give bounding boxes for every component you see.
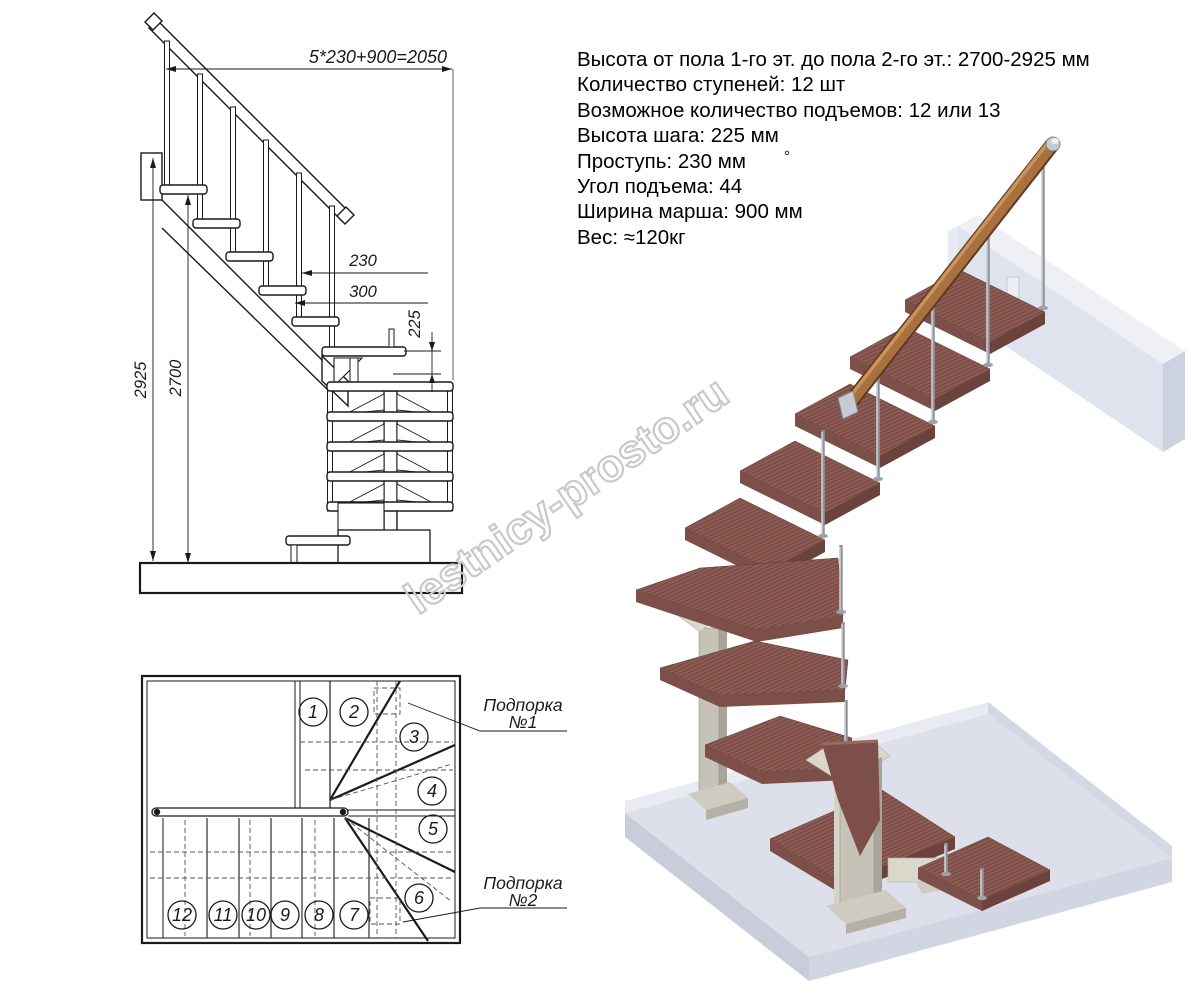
elevation-drawing xyxy=(132,13,462,593)
step-number-6: 6 xyxy=(413,888,425,908)
step-number-10: 10 xyxy=(245,905,267,925)
stringer-top xyxy=(162,200,344,382)
step-number-4: 4 xyxy=(426,781,438,801)
dim-total-run-label: 5*230+900=2050 xyxy=(308,47,447,67)
step-number-12: 12 xyxy=(171,905,193,925)
spec-line-weight: Вес: ≈120кг xyxy=(577,225,686,249)
spec-line-width: Ширина марша: 900 мм xyxy=(577,200,803,224)
dim-floor-to-top-label: 2700 xyxy=(167,359,185,397)
spec-line-step-height: Высота шага: 225 мм xyxy=(577,124,779,148)
support2-label-line1: Подпорка xyxy=(483,873,563,893)
dim-floor-to-floor-label: 2925 xyxy=(132,361,150,399)
tread-3d-winder6 xyxy=(660,641,848,707)
spec-line-rises: Возможное количество подъемов: 12 или 13 xyxy=(577,98,1001,122)
spec-line-height: Высота от пола 1-го эт. до пола 2-го эт.: 2700-2925 мм xyxy=(577,48,1090,71)
render-3d xyxy=(625,137,1185,981)
support1-callout xyxy=(408,695,567,732)
winder-section-elevation xyxy=(286,329,453,563)
support2-callout xyxy=(403,873,567,922)
dimension-tread-depth xyxy=(302,252,428,276)
floor-edge-plate xyxy=(141,153,162,200)
dim-riser-height-label: 225 xyxy=(406,310,424,338)
winder-edge-2-3 xyxy=(330,681,400,800)
step-number-9: 9 xyxy=(279,905,291,925)
dimension-floor-to-floor xyxy=(132,158,156,561)
specs-block xyxy=(577,47,1152,250)
step-number-8: 8 xyxy=(313,905,325,925)
support2-footprint xyxy=(370,898,400,924)
dim-step-module-label: 300 xyxy=(349,283,377,301)
dimension-step-module xyxy=(295,283,428,306)
degree-symbol: ° xyxy=(784,148,790,165)
treads-elevation xyxy=(160,185,406,356)
support1-label-line1: Подпорка xyxy=(483,695,563,715)
watermark-text: lestnicy-prosto.ru xyxy=(395,366,738,624)
floor-slab-elevation xyxy=(140,563,462,593)
tread-3d-winder7 xyxy=(636,558,843,642)
plan-drawing xyxy=(142,676,567,943)
step-number-11: 11 xyxy=(213,905,233,925)
step-number-1: 1 xyxy=(307,702,319,722)
step-number-2: 2 xyxy=(348,702,360,722)
plan-handrail-bar xyxy=(152,808,348,816)
dim-tread-depth-label: 230 xyxy=(349,252,377,270)
support2-label-line2: №2 xyxy=(508,890,538,910)
spec-line-tread: Проступь: 230 мм xyxy=(577,149,746,173)
spec-line-angle: Угол подъема: 44 xyxy=(577,175,743,199)
winder-edge-5-6 xyxy=(345,818,455,872)
dimension-floor-to-top xyxy=(167,195,191,563)
step-number-3: 3 xyxy=(408,727,420,747)
support1-label-line2: №1 xyxy=(508,712,538,732)
spec-line-steps: Количество ступеней: 12 шт xyxy=(577,73,846,97)
step-number-5: 5 xyxy=(427,819,439,839)
step-number-7: 7 xyxy=(348,905,360,925)
